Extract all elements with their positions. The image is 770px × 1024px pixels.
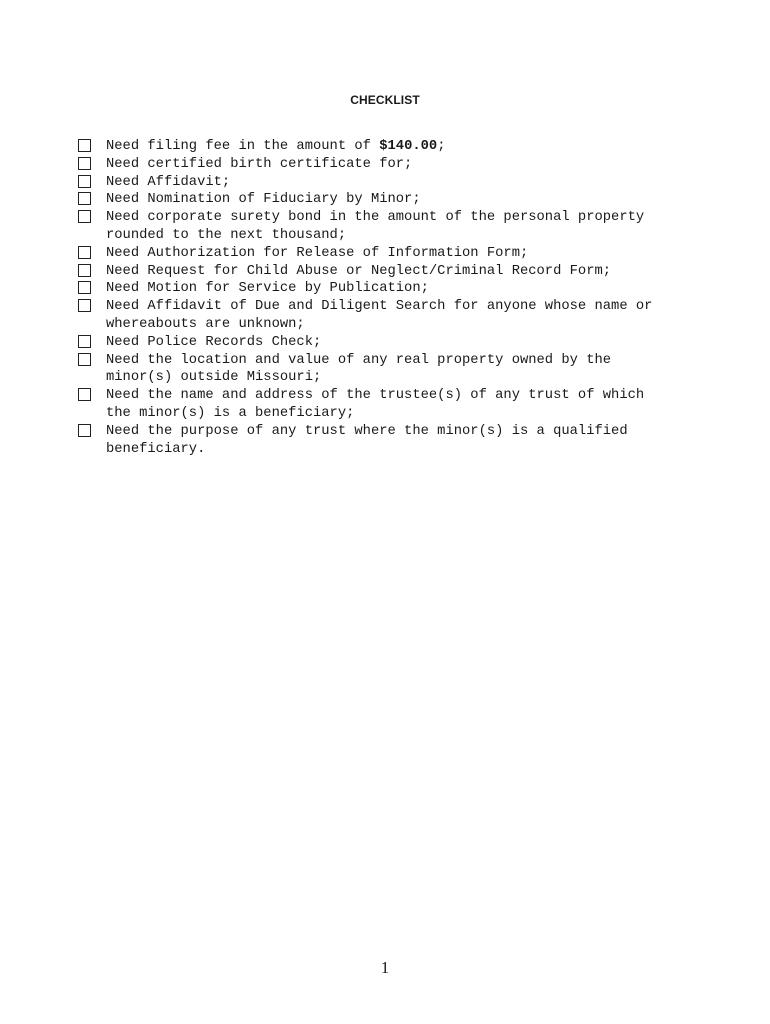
checklist-item-label: Need Authorization for Release of Information Form;: [106, 245, 529, 261]
checklist-item-amount: $140.00: [379, 139, 438, 154]
checklist-item-text: [106, 280, 716, 298]
checklist-item: [78, 387, 728, 423]
checklist-item: [78, 263, 728, 281]
checkbox[interactable]: [78, 264, 91, 277]
checklist-item-label: Need Affidavit;: [106, 174, 231, 190]
checklist-item: [78, 191, 728, 209]
checklist-item: [78, 209, 728, 245]
checklist-item-text: [106, 387, 716, 423]
checklist: [78, 138, 728, 458]
checklist-item-label: Need certified birth certificate for;: [106, 156, 413, 172]
checklist-item-text: [106, 191, 716, 209]
checklist-item-label: Need Motion for Service by Publication;: [106, 281, 429, 297]
checklist-item-text: [106, 209, 716, 245]
checklist-item: [78, 298, 728, 334]
checklist-item: [78, 352, 728, 388]
checkbox[interactable]: [78, 157, 91, 170]
checklist-item-suffix: ;: [437, 139, 446, 154]
checkbox[interactable]: [78, 175, 91, 188]
checklist-item-label: Need the purpose of any trust where the minor(s) is a qualified beneficiary.: [106, 423, 628, 457]
checklist-item-text: [106, 156, 716, 174]
checklist-item-label: Need Request for Child Abuse or Neglect/Criminal Record Form;: [106, 263, 612, 279]
checklist-item: [78, 245, 728, 263]
checkbox[interactable]: [78, 335, 91, 348]
checklist-item-text: [106, 298, 716, 334]
checklist-item: [78, 156, 728, 174]
checklist-item-label: Need filing fee in the amount of: [106, 139, 380, 154]
checklist-item: [78, 280, 728, 298]
checklist-item: [78, 174, 728, 192]
checklist-item-text: [106, 245, 716, 263]
checklist-item-text: [106, 423, 716, 459]
checklist-item-label: Need Nomination of Fiduciary by Minor;: [106, 192, 421, 208]
checklist-item-label: Need Affidavit of Due and Diligent Search for anyone whose name or whereabouts are unknown;: [106, 299, 653, 332]
page-title: CHECKLIST: [350, 93, 420, 107]
page-number: 1: [380, 958, 390, 977]
checklist-item-text: [106, 263, 716, 281]
checkbox[interactable]: [78, 210, 91, 223]
checklist-item-label: Need the location and value of any real property owned by the minor(s) outside Missouri;: [106, 352, 612, 386]
checkbox[interactable]: [78, 246, 91, 259]
checklist-item: [78, 138, 728, 156]
checklist-item-label: Need the name and address of the trustee(s) of any trust of which the minor(s) is a beneficiary;: [106, 388, 645, 421]
checkbox[interactable]: [78, 281, 91, 294]
checkbox[interactable]: [78, 139, 91, 152]
checkbox[interactable]: [78, 299, 91, 312]
checklist-item-label: Need corporate surety bond in the amount of the personal property rounded to the next thousand;: [106, 210, 645, 243]
checkbox[interactable]: [78, 424, 91, 437]
checklist-item-text: [106, 138, 716, 156]
checklist-item: [78, 334, 728, 352]
checklist-item-text: [106, 334, 716, 352]
checklist-item-text: [106, 352, 716, 388]
checkbox[interactable]: [78, 192, 91, 205]
checklist-item: [78, 423, 728, 459]
checklist-item-text: [106, 174, 716, 192]
checkbox[interactable]: [78, 353, 91, 366]
checklist-item-label: Need Police Records Check;: [106, 334, 322, 350]
checkbox[interactable]: [78, 388, 91, 401]
